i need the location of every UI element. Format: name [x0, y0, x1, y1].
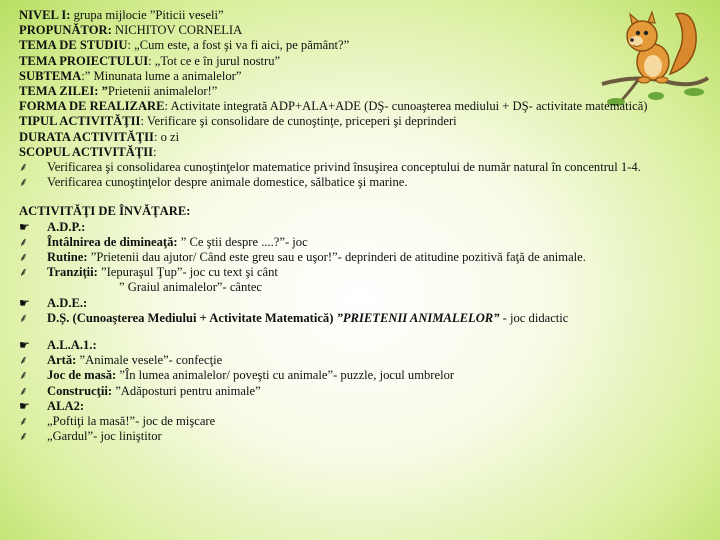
activitati-title: [19, 204, 699, 219]
rutine-label: Rutine:: [47, 250, 88, 265]
tranzitii-value-2: ” Graiul animalelor”- cântec: [119, 280, 262, 295]
scopul-line: [19, 145, 699, 160]
arrow-bullet-icon: ⸙: [19, 368, 29, 383]
propunator-line: [19, 23, 699, 38]
durata-label: DURATA ACTIVITĂŢII: [19, 129, 154, 144]
intalnirea-label: Întâlnirea de dimineaţă:: [47, 234, 178, 249]
arta-label: Artă:: [47, 353, 77, 368]
adp-heading: [19, 220, 699, 235]
propunator-value: NICHITOV CORNELIA: [111, 23, 243, 38]
spacer: [19, 326, 699, 338]
arrow-bullet-icon: ⸙: [19, 265, 29, 280]
tema-studiu-value: : „Cum este, a fost şi va fi aici, pe pământ?”: [127, 38, 350, 53]
tipul-label: TIPUL ACTIVITĂŢII: [19, 114, 141, 129]
arrow-bullet-icon: ⸙: [19, 429, 29, 444]
intalnirea-value: ” Ce ştii despre ....?”- joc: [177, 234, 308, 249]
arrow-bullet-icon: ⸙: [19, 353, 29, 368]
arrow-bullet-icon: ⸙: [19, 175, 29, 190]
forma-line: [19, 99, 699, 114]
ds-label: D.Ș. (Cunoaşterea Mediului + Activitate Matematică): [47, 310, 337, 325]
ds-value: - joc didactic: [499, 310, 569, 325]
tranzitii-line: [19, 265, 699, 280]
tranzitii-value: ”Iepuraşul Ţup”- joc cu text şi cânt: [97, 265, 278, 280]
nivel-label: NIVEL I:: [19, 8, 71, 22]
arrow-bullet-icon: ⸙: [19, 383, 29, 398]
activitati-title-text: ACTIVITĂŢI DE ÎNVĂŢARE:: [19, 204, 191, 219]
ala2-label: ALA2:: [47, 398, 85, 413]
adp-label: A.D.P.:: [47, 219, 86, 234]
ala2-item-1: [19, 414, 699, 429]
arrow-bullet-icon: ⸙: [19, 310, 29, 325]
ade-heading: [19, 296, 699, 311]
propunator-label: PROPUNĂTOR:: [19, 23, 112, 38]
document-body: [19, 8, 699, 444]
durata-value: : o zi: [153, 129, 180, 144]
tema-zilei-label: TEMA ZILEI: ”: [19, 84, 108, 99]
scopul-item-2: [19, 175, 699, 190]
scopul-item-text: Verificarea şi consolidarea cunoştinţelor matematice privind însuşirea conceptului de număr natural în concentrul 1-4.: [47, 160, 641, 175]
subtema-label: SUBTEMA: [19, 68, 82, 83]
ade-label: A.D.E.:: [47, 295, 88, 310]
tipul-line: [19, 114, 699, 129]
joc-masa-line: [19, 368, 699, 383]
arrow-bullet-icon: ⸙: [19, 160, 29, 175]
ala1-label: A.L.A.1.:: [47, 338, 97, 353]
arta-line: [19, 353, 699, 368]
ala2-item-text: „Gardul”- joc liniştitor: [47, 429, 162, 444]
tema-studiu-label: TEMA DE STUDIU: [19, 38, 128, 53]
durata-line: [19, 130, 699, 145]
constructii-line: [19, 384, 699, 399]
ala1-heading: [19, 338, 699, 353]
nivel-line: [19, 8, 699, 23]
constructii-label: Construcţii:: [47, 383, 113, 398]
hand-pointer-icon: ☛: [19, 219, 30, 234]
subtema-line: [19, 69, 699, 84]
constructii-value: ”Adăposturi pentru animale”: [112, 383, 261, 398]
ds-title: ”PRIETENII ANIMALELOR”: [336, 310, 500, 325]
arrow-bullet-icon: ⸙: [19, 234, 29, 249]
tema-studiu-line: [19, 38, 699, 53]
spacer: [19, 190, 699, 204]
forma-value: : Activitate integrată ADP+ALA+ADE (DŞ- cunoaşterea mediului + DŞ- activitate matematică): [164, 99, 648, 114]
tipul-value: : Verificare şi consolidare de cunoştinţe, priceperi şi deprinderi: [140, 114, 457, 129]
scopul-label: SCOPUL ACTIVITĂŢII: [19, 144, 154, 159]
arrow-bullet-icon: ⸙: [19, 250, 29, 265]
arrow-bullet-icon: ⸙: [19, 414, 29, 429]
ala2-item-2: [19, 429, 699, 444]
forma-label: FORMA DE REALIZARE: [19, 99, 165, 114]
joc-masa-label: Joc de masă:: [47, 368, 117, 383]
scopul-value: :: [153, 144, 157, 159]
hand-pointer-icon: ☛: [19, 398, 30, 413]
arta-value: ”Animale vesele”- confecţie: [76, 353, 223, 368]
tema-zilei-line: [19, 84, 699, 99]
joc-masa-value: ”În lumea animalelor/ poveşti cu animale”- puzzle, jocul umbrelor: [116, 368, 455, 383]
scopul-item-text: Verificarea cunoştinţelor despre animale domestice, sălbatice şi marine.: [47, 175, 408, 190]
tema-proiect-label: TEMA PROIECTULUI: [19, 53, 149, 68]
tema-zilei-value: Prietenii animalelor!”: [107, 84, 218, 99]
ds-line: [19, 311, 699, 326]
scopul-item-1: [19, 160, 699, 175]
tranzitii-line-2: [119, 280, 699, 295]
tema-proiect-value: : „Tot ce e în jurul nostru”: [148, 53, 281, 68]
nivel-value: grupa mijlocie ”Piticii veseli”: [70, 8, 224, 22]
hand-pointer-icon: ☛: [19, 295, 30, 310]
ala2-heading: [19, 399, 699, 414]
hand-pointer-icon: ☛: [19, 338, 30, 353]
intalnirea-line: [19, 235, 699, 250]
ala2-item-text: „Poftiţi la masă!”- joc de mişcare: [47, 414, 216, 429]
tema-proiect-line: [19, 54, 699, 69]
subtema-value: :” Minunata lume a animalelor”: [81, 68, 242, 83]
rutine-value: ”Prietenii dau ajutor/ Când este greu sau e uşor!”- deprinderi de atitudine pozitivă faţă de animale.: [87, 250, 586, 265]
tranzitii-label: Tranziţii:: [47, 265, 98, 280]
rutine-line: [19, 250, 699, 265]
